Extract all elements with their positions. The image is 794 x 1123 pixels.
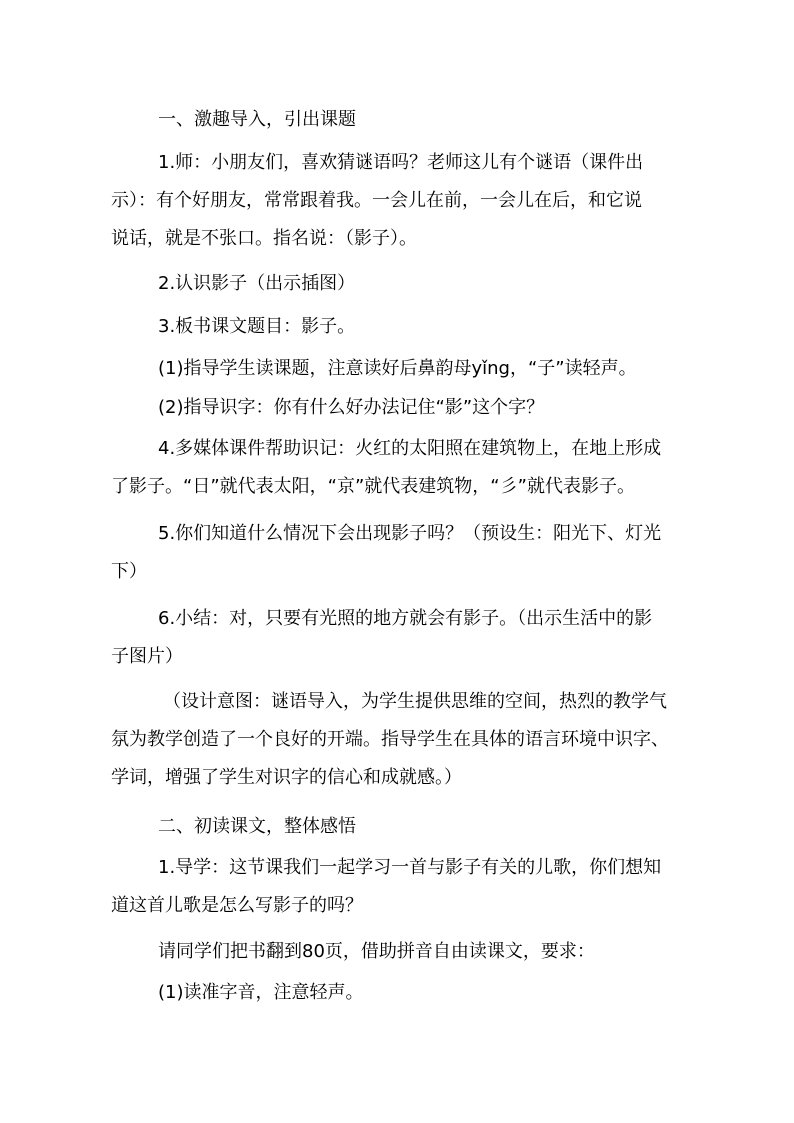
step-3-paragraph <box>111 308 686 346</box>
text-line: 氛为教学创造了一个良好的开端。指导学生在具体的语言环境中识字、 <box>111 729 669 750</box>
text-line: 说话，就是不张口。指名说：（影子）。 <box>111 228 417 249</box>
text-line: 下） <box>111 561 147 582</box>
text-line: 道这首儿歌是怎么写影子的吗？ <box>111 895 363 916</box>
section-2-instruction-paragraph <box>111 933 686 971</box>
section-2-heading <box>111 808 686 846</box>
text-line: 一、激趣导入，引出课题 <box>158 109 356 130</box>
text-line: 6.小结：对，只要有光照的地方就会有影子。（出示生活中的影 <box>158 608 653 629</box>
section-2-requirement-1 <box>111 974 686 1012</box>
step-3-2-paragraph <box>111 389 686 427</box>
text-line: 3.板书课文题目：影子。 <box>158 316 356 337</box>
text-line: 请同学们把书翻到80页，借助拼音自由读课文，要求： <box>158 941 595 962</box>
step-2-paragraph <box>111 265 686 303</box>
step-5-paragraph <box>111 515 686 591</box>
text-line: (1)指导学生读课题，注意读好后鼻韵母yǐng，“子”读轻声。 <box>158 358 637 379</box>
text-line: （设计意图：谜语导入，为学生提供思维的空间，热烈的教学气 <box>163 691 667 712</box>
text-line: 二、初读课文，整体感悟 <box>158 816 356 837</box>
text-line: 了影子。“日”就代表太阳，“京”就代表建筑物，“彡”就代表影子。 <box>111 476 635 497</box>
text-line: 4.多媒体课件帮助识记：火红的太阳照在建筑物上，在地上形成 <box>158 438 662 459</box>
text-line: 5.你们知道什么情况下会出现影子吗？（预设生：阳光下、灯光 <box>158 523 662 544</box>
text-line: 示）：有个好朋友，常常跟着我。一会儿在前，一会儿在后，和它说 <box>111 190 642 211</box>
text-line: 2.认识影子（出示插图） <box>158 273 356 294</box>
text-line: (1)读准字音，注意轻声。 <box>158 982 364 1003</box>
step-1-paragraph <box>111 144 686 258</box>
section-2-step-1-paragraph <box>111 849 686 925</box>
text-line: 1.导学：这节课我们一起学习一首与影子有关的儿歌，你们想知 <box>158 857 662 878</box>
text-line: 学词，增强了学生对识字的信心和成就感。） <box>111 767 462 788</box>
text-line: 1.师：小朋友们，喜欢猜谜语吗？老师这儿有个谜语（课件出 <box>158 152 644 173</box>
design-intent-paragraph <box>111 683 686 797</box>
step-3-1-paragraph <box>111 350 686 388</box>
step-6-paragraph <box>111 600 686 676</box>
text-line: 子图片） <box>111 646 183 667</box>
step-4-paragraph <box>111 430 686 506</box>
section-1-heading <box>111 101 686 139</box>
text-line: (2)指导识字：你有什么好办法记住“影”这个字？ <box>158 397 545 418</box>
